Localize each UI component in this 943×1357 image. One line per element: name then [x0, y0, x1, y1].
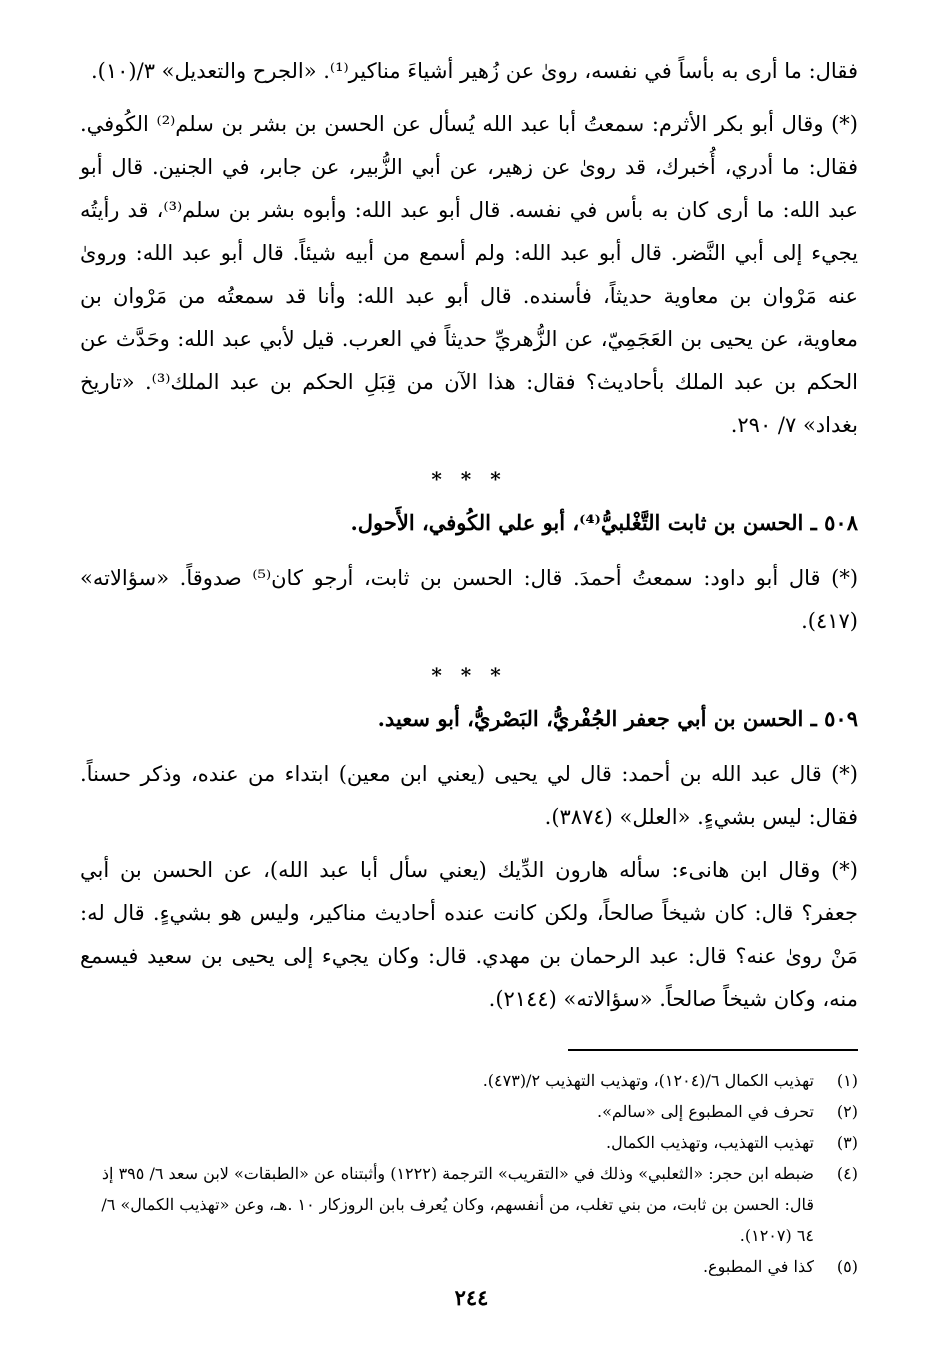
footnote [80, 1127, 858, 1158]
footnotes [80, 1065, 858, 1282]
footnote [80, 1065, 858, 1096]
athram-report: (*) وقال أبو بكر الأثرم: سمعتُ أبا عبد الله يُسأل عن الحسن بن بشر بن سلم⁽²⁾ الكُوفي. فقال: ما أدري، أُخبرك، قد روىٰ عن زهير، عن أبي الزُّبير، عن جابر، في الجنين. قال أبو عبد الله: ما أرى كان به بأس في نفسه. قال أبو عبد الله: وأبوه بشر بن سلم⁽³⁾، قد رأيتُه يجيء إلى أبي النَّضر. قال أبو عبد الله: ولم أسمع من أبيه شيئاً. قال أبو عبد الله: وروىٰ عنه مَرْوان بن معاوية حديثاً، فأسنده. قال أبو عبد الله: وأنا قد سمعتُه من مَرْوان بن معاوية، عن يحيى بن العَجَمِيّ، عن الزُّهريِّ حديثاً في العرب. قيل لأبي عبد الله: وحَدَّث عن الحكم بن عبد الملك بأحاديث؟ فقال: هذا الآن من قِبَلِ الحكم بن عبد الملك⁽³⁾. «تاريخ بغداد» ٧/ ٢٩٠. [80, 112, 859, 437]
footnote-number: (٢) [836, 1102, 858, 1121]
section-separator: * * * [431, 663, 507, 687]
page-number: ٢٤٤ [454, 1285, 489, 1310]
main-text [80, 50, 858, 1021]
entry-508-title: ٥٠٨ ـ الحسن بن ثابت التَّغْلبيُّ⁽⁴⁾، أبو علي الكُوفي، الأَحول. [350, 510, 858, 535]
continued-paragraph: فقال: ما أرى به بأساً في نفسه، روىٰ عن زُهير أشياءَ مناكير⁽¹⁾. «الجرح والتعديل» ٣/(١٠). [90, 59, 858, 83]
footnote [80, 1251, 858, 1282]
entry-509-title: ٥٠٩ ـ الحسن بن أبي جعفر الجُفْريُّ، البَصْريُّ، أبو سعيد. [377, 706, 858, 731]
footnote-text: تحرف في المطبوع إلى «سالم». [597, 1102, 814, 1121]
footnote-number: (٣) [836, 1133, 858, 1152]
ibn-hani-report: (*) وقال ابن هانىء: سأله هارون الدِّيك (يعني سأل أبا عبد الله)، عن الحسن بن أبي جعفر؟ قال: كان شيخاً صالحاً، ولكن كانت عنده أحاديث مناكير، وليس هو بشيءٍ. قال له: مَنْ روىٰ عنه؟ قال: عبد الرحمان بن مهدي. قال: وكان يجيء إلى يحيى بن سعيد فيسمع منه، وكان شيخاً صالحاً. «سؤالاته» (٢١٤٤). [80, 858, 858, 1011]
footnote-number: (٥) [836, 1257, 858, 1276]
footnote-text: تهذيب الكمال ٦/(١٢٠٤)، وتهذيب التهذيب ٢/(٤٧٣). [482, 1071, 814, 1090]
abu-dawud-report: (*) قال أبو داود: سمعتُ أحمدَ. قال: الحسن بن ثابت، أرجو كان⁽⁵⁾ صدوقاً. «سؤالاته» (٤١٧). [80, 566, 859, 633]
footnote-text: تهذيب التهذيب، وتهذيب الكمال. [605, 1133, 814, 1152]
footnote-number: (١) [836, 1071, 858, 1090]
footnote-text: كذا في المطبوع. [702, 1257, 814, 1276]
footnote-divider [568, 1049, 858, 1051]
abdullah-report: (*) قال عبد الله بن أحمد: قال لي يحيى (يعني ابن معين) ابتداء من عنده، وذكر حسناً. فقال: ليس بشيءٍ. «العلل» (٣٨٧٤). [80, 762, 858, 829]
footnote-text: ضبطه ابن حجر: «الثعلبي» وذلك في «التقريب» الترجمة (١٢٢٢) وأثبتناه عن «الطبقات» لابن سعد ٦/ ٣٩٥ إذ قال: الحسن بن ثابت، من بني تغلب، من أنفسهم، وكان يُعرف بابن الروزكار ١٠ .هـ، وعن «تهذيب الكمال» ٦/ ٦٤ (١٢٠٧). [101, 1164, 814, 1245]
footnote-number: (٤) [836, 1164, 858, 1183]
footnote [80, 1158, 858, 1251]
footnote [80, 1096, 858, 1127]
section-separator: * * * [431, 467, 507, 491]
